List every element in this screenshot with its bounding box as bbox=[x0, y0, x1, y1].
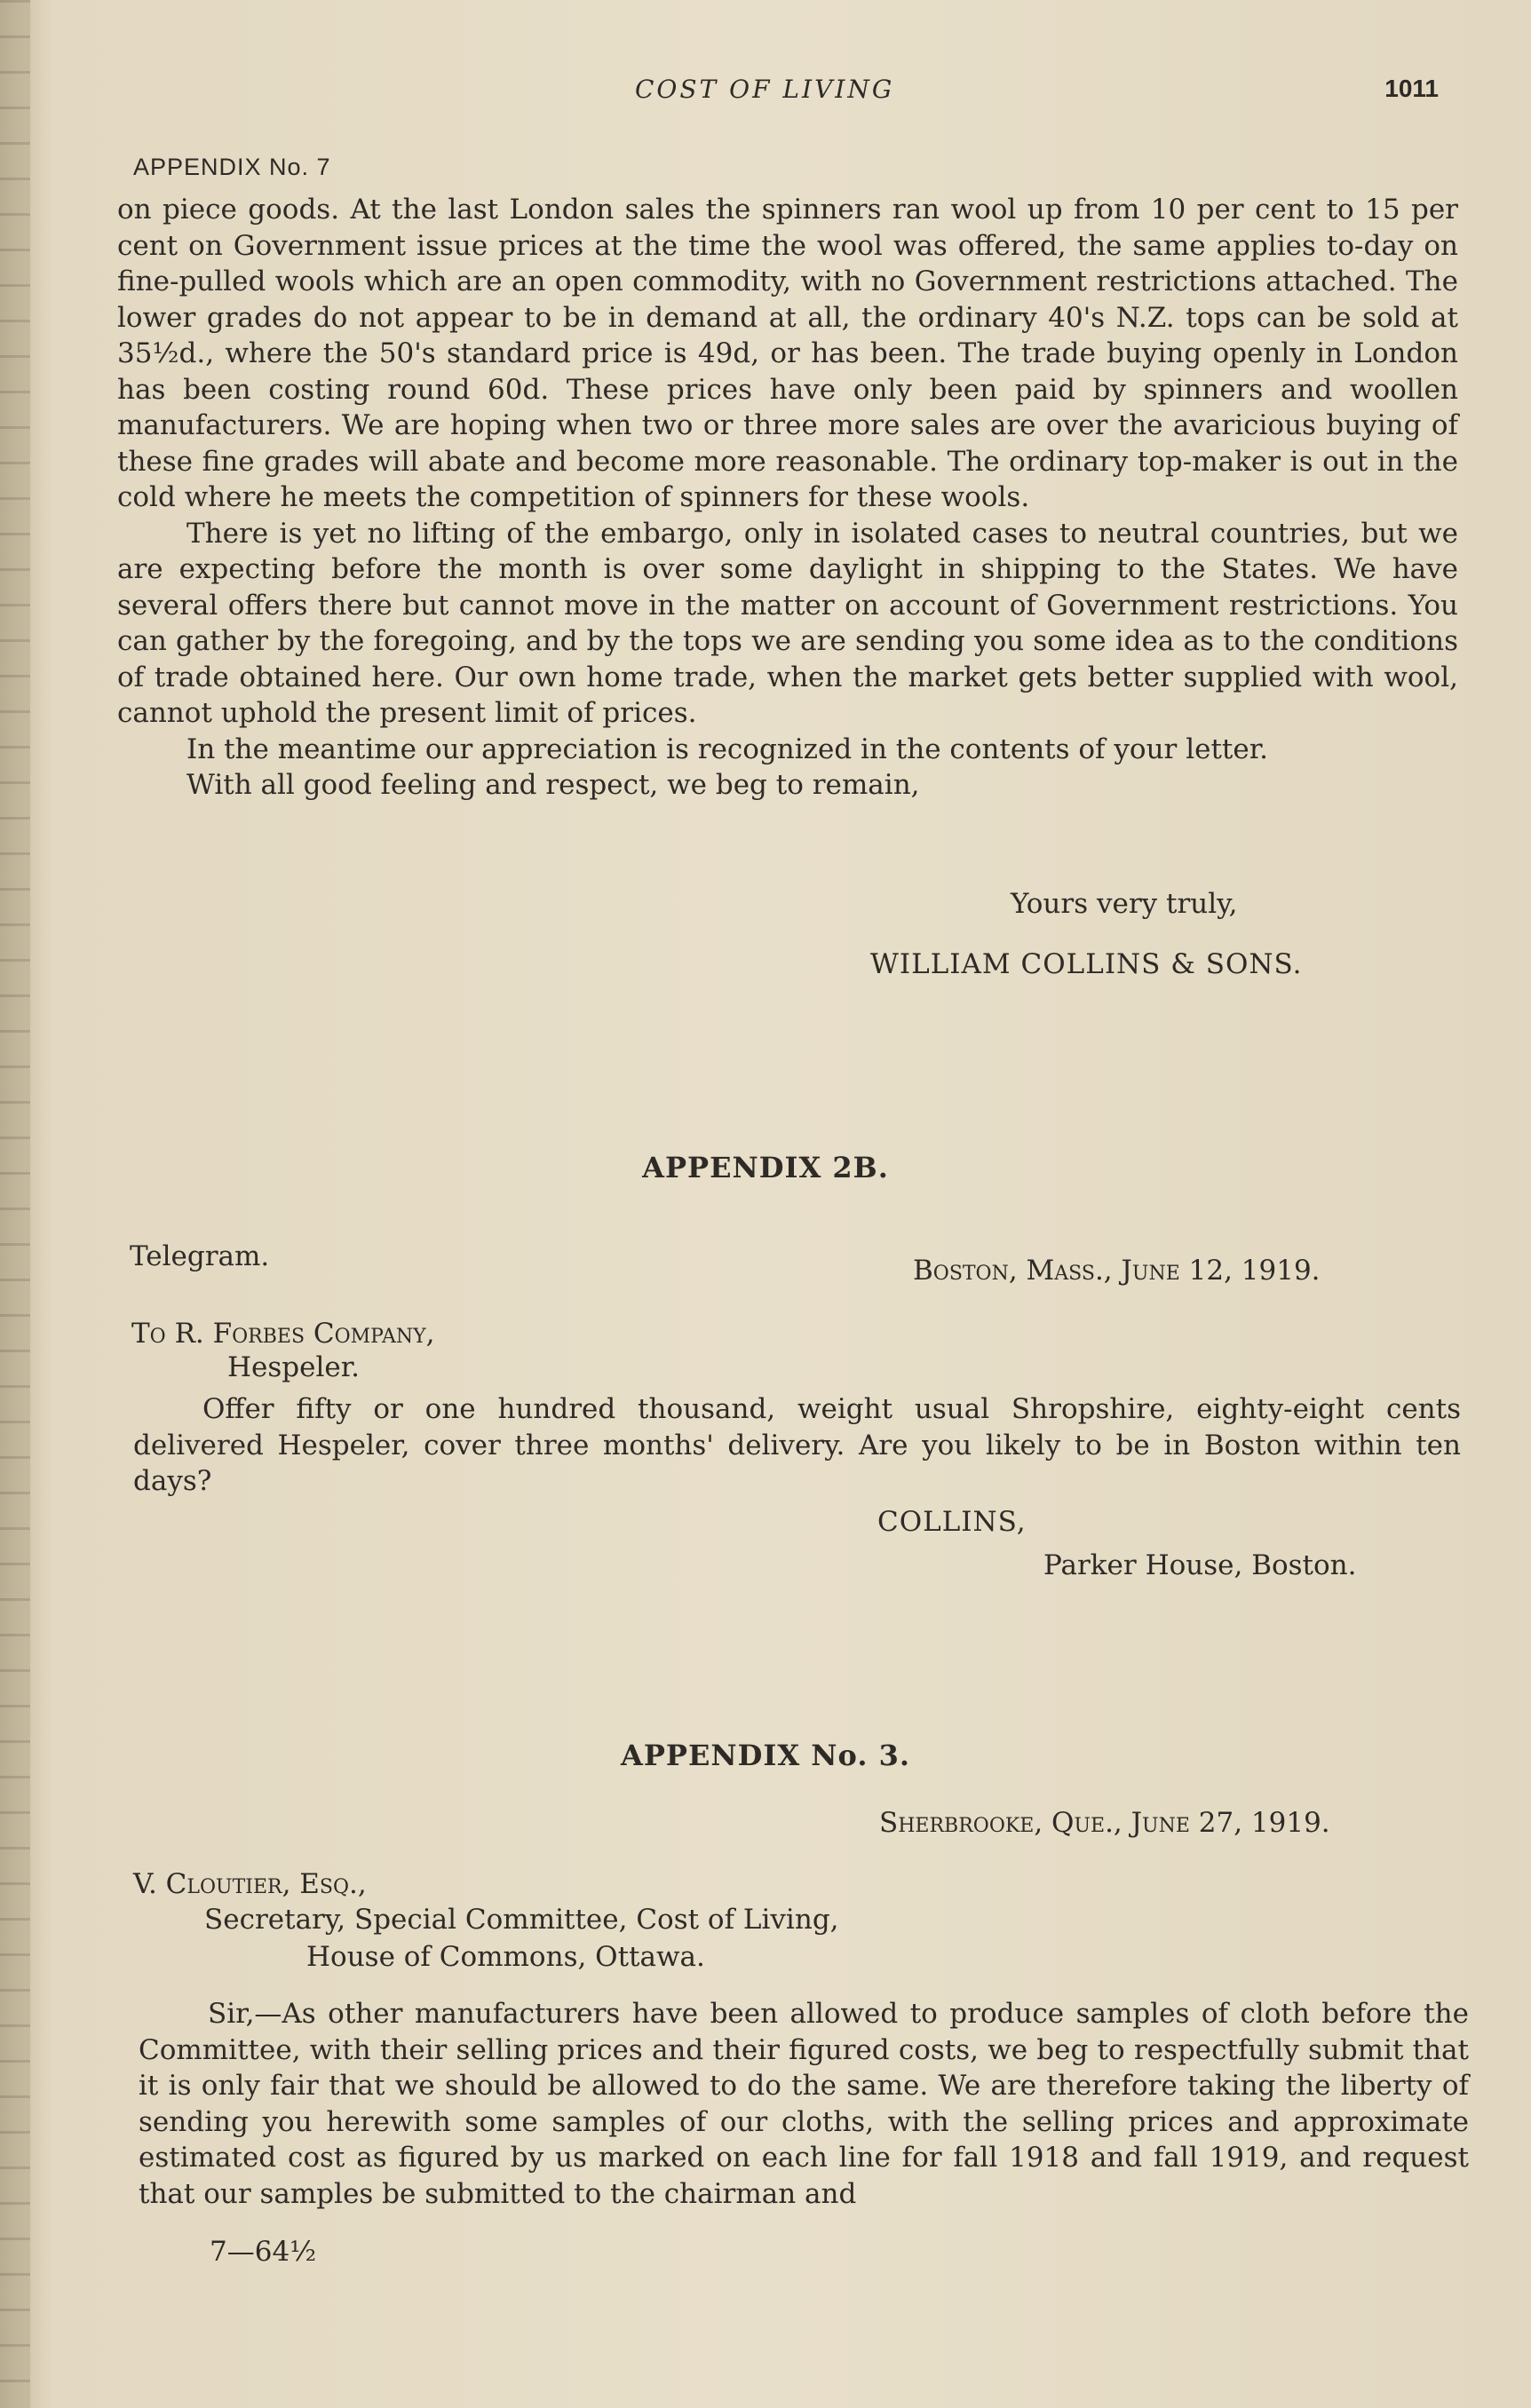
letter-signature: WILLIAM COLLINS & SONS. bbox=[870, 948, 1303, 980]
letter-body bbox=[117, 192, 1458, 804]
letter-addressee-title: Secretary, Special Committee, Cost of Living, bbox=[204, 1904, 839, 1936]
page-number: 1011 bbox=[1384, 75, 1439, 102]
letter-3-body: Sir,—As other manufacturers have been allowed to produce samples of cloth before the Committee, with their selling prices and their figured costs, we beg to respectfully submit that it is only fair that we should be allowed to do the same. We are therefore taking the liberty of sending you herewith some samples of our cloths, with the selling prices and approximate estimated cost as figured by us marked on each line for fall 1918 and fall 1919, and request that our samples be submitted to the chairman and bbox=[139, 1998, 1469, 2210]
appendix-3-heading: APPENDIX No. 3. bbox=[621, 1739, 910, 1772]
letter-paragraph-3: In the meantime our appreciation is recognized in the contents of your letter. bbox=[186, 733, 1268, 765]
letter-paragraph-1: on piece goods. At the last London sales the spinners ran wool up from 10 per cent to 15 per cent on Government issue prices at the time the wool was offered, the same applies to-day on fine-pulled wools which are an open commodity, with no Government restrictions attached. The lower grades do not appear to be in demand at all, the ordinary 40's N.Z. tops can be sold at 35½d., where the 50's standard price is 49d, or has been. The trade buying openly in London has been costing round 60d. These prices have only been paid by spinners and woollen manufacturers. We are hoping when two or three more sales are over the avaricious buying of these fine grades will abate and become more reasonable. The ordinary top-maker is out in the cold where he meets the competition of spinners for these wools. bbox=[117, 194, 1458, 513]
page-header bbox=[124, 67, 1439, 112]
binding-edge bbox=[0, 0, 30, 2408]
letter-addressee-place: House of Commons, Ottawa. bbox=[306, 1941, 705, 1973]
appendix-2b-heading: APPENDIX 2B. bbox=[642, 1151, 889, 1184]
telegram-body: Offer fifty or one hundred thousand, weight usual Shropshire, eighty-eight cents delivered Hespeler, cover three months' delivery. Are you likely to be in Boston within ten days? bbox=[133, 1393, 1461, 1497]
telegram-place-date: Boston, Mass., June 12, 1919. bbox=[913, 1255, 1321, 1287]
telegram-signature-place: Parker House, Boston. bbox=[1043, 1549, 1357, 1581]
appendix-tag: APPENDIX No. 7 bbox=[133, 154, 331, 180]
telegram-recipient: To R. Forbes Company, bbox=[131, 1318, 435, 1350]
letter-place-date: Sherbrooke, Que., June 27, 1919. bbox=[879, 1807, 1330, 1839]
telegram-label: Telegram. bbox=[130, 1240, 270, 1272]
telegram-recipient-place: Hespeler. bbox=[227, 1351, 361, 1383]
footer-signature-mark: 7—64½ bbox=[210, 2236, 317, 2268]
letter-addressee: V. Cloutier, Esq., bbox=[133, 1868, 367, 1900]
letter-closing: Yours very truly, bbox=[1011, 888, 1238, 920]
letter-paragraph-4: With all good feeling and respect, we beg to remain, bbox=[186, 769, 920, 801]
telegram-signature: COLLINS, bbox=[877, 1506, 1027, 1538]
running-title: COST OF LIVING bbox=[635, 75, 895, 104]
letter-paragraph-2: There is yet no lifting of the embargo, only in isolated cases to neutral countries, but we are expecting before the month is over some daylight in shipping to the States. We have several offers there but cannot move in the matter on account of Government restrictions. You can gather by the foregoing, and by the tops we are sending you some idea as to the conditions of trade obtained here. Our own home trade, when the market gets better supplied with wool, cannot uphold the present limit of prices. bbox=[117, 517, 1458, 729]
